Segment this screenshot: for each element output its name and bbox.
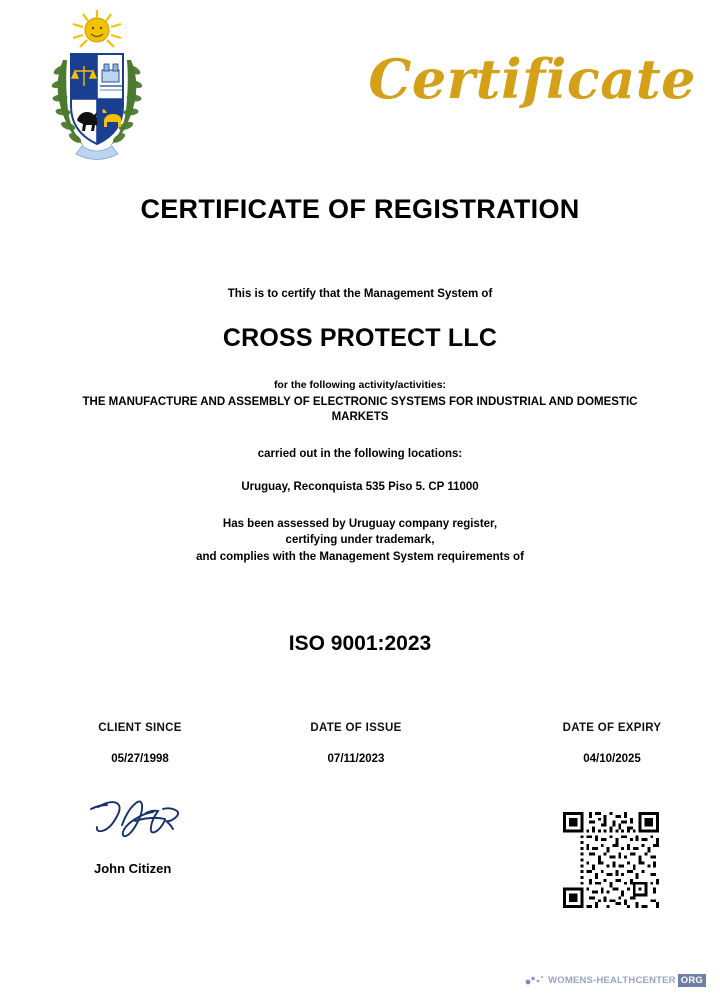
footer-brand-suffix: ORG: [678, 974, 706, 987]
handwritten-signature-icon: [88, 795, 208, 841]
footer-brand: WOMENS-HEALTHCENTER: [548, 974, 676, 986]
page-title: CERTIFICATE OF REGISTRATION: [140, 194, 580, 224]
decorative-certificate-word: Certificate: [368, 47, 696, 111]
certificate-header: [0, 0, 720, 175]
footer-watermark: [525, 972, 706, 988]
standard-name: ISO 9001:2023: [288, 632, 432, 655]
assessment-line-1: Has been assessed by Uruguay company register,: [222, 517, 498, 530]
activity-text: THE MANUFACTURE AND ASSEMBLY OF ELECTRONIC SYSTEMS FOR INDUSTRIAL AND DOMESTIC MARKETS: [82, 396, 638, 424]
date-of-issue-label: DATE OF ISSUE: [310, 722, 402, 734]
date-of-issue-column: [256, 722, 456, 765]
assessment-line-2: certifying under trademark,: [285, 534, 435, 547]
client-since-value: 05/27/1998: [111, 753, 169, 765]
locations-label: carried out in the following locations:: [257, 447, 463, 460]
qr-code-icon[interactable]: [563, 812, 659, 908]
client-since-label: CLIENT SINCE: [98, 722, 182, 734]
client-since-column: [40, 722, 240, 765]
company-name: CROSS PROTECT LLC: [222, 324, 498, 352]
signature-block: [88, 795, 318, 876]
certificate-body: [0, 288, 720, 566]
uruguay-coat-of-arms-icon: [30, 8, 165, 173]
location-text: Uruguay, Reconquista 535 Piso 5. CP 11000: [241, 480, 479, 493]
date-of-expiry-column: [512, 722, 712, 765]
certify-line: This is to certify that the Management System of: [227, 288, 493, 300]
date-of-issue-value: 07/11/2023: [327, 753, 385, 765]
signatory-name: John Citizen: [94, 861, 172, 876]
dots-logo-icon: [525, 973, 545, 987]
date-of-expiry-value: 04/10/2025: [583, 753, 641, 765]
assessment-statement: [0, 516, 720, 566]
date-of-expiry-label: DATE OF EXPIRY: [562, 722, 662, 734]
activity-label: for the following activity/activities:: [273, 379, 447, 391]
assessment-line-3: and complies with the Management System requirements of: [196, 550, 524, 563]
